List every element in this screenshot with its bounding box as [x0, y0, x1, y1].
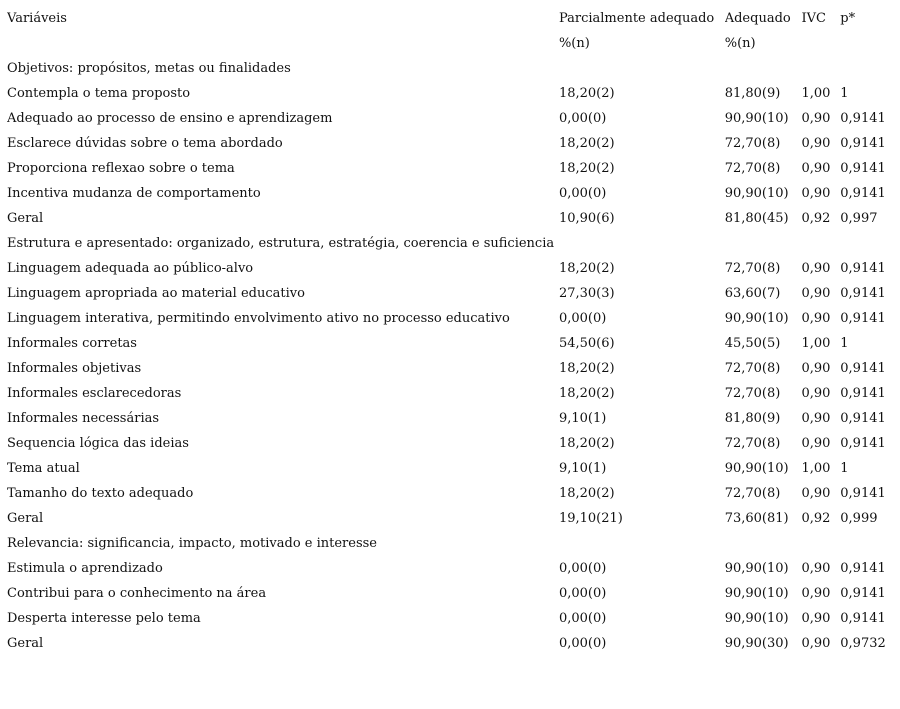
cell-ivc: 0,90 — [801, 286, 831, 301]
row-label: Contempla o tema proposto — [7, 86, 191, 101]
cell-ivc: 0,90 — [801, 386, 831, 401]
cell-ivc: 0,90 — [801, 436, 831, 451]
table-row — [7, 206, 900, 231]
table-row — [7, 156, 900, 181]
cell-adequado: 45,50(5) — [724, 336, 781, 351]
cell-adequado: 72,70(8) — [724, 486, 781, 501]
cell-adequado: 72,70(8) — [724, 161, 781, 176]
section-row — [7, 56, 900, 81]
row-label: Geral — [7, 636, 44, 651]
table-row — [7, 281, 900, 306]
cell-parcialmente-adequado: 0,00(0) — [558, 561, 607, 576]
table-row — [7, 431, 900, 456]
cell-parcialmente-adequado: 18,20(2) — [558, 136, 615, 151]
cell-parcialmente-adequado: 18,20(2) — [558, 86, 615, 101]
table-row — [7, 481, 900, 506]
cell-parcialmente-adequado: 0,00(0) — [558, 186, 607, 201]
cell-p: 1 — [840, 461, 849, 476]
cell-p: 0,9141 — [840, 411, 886, 426]
cell-adequado: 73,60(81) — [724, 511, 789, 526]
cell-ivc: 0,90 — [801, 311, 831, 326]
cell-parcialmente-adequado: 10,90(6) — [558, 211, 615, 226]
cell-adequado: 90,90(10) — [724, 111, 789, 126]
cell-p: 0,997 — [840, 211, 878, 226]
section-row — [7, 231, 900, 256]
cell-parcialmente-adequado: 54,50(6) — [558, 336, 615, 351]
table-row — [7, 456, 900, 481]
table-row — [7, 556, 900, 581]
section-row — [7, 531, 900, 556]
cell-adequado: 90,90(10) — [724, 461, 789, 476]
cell-adequado: 90,90(10) — [724, 561, 789, 576]
cell-parcialmente-adequado: 27,30(3) — [558, 286, 615, 301]
cell-adequado: 72,70(8) — [724, 261, 781, 276]
cell-p: 1 — [840, 336, 849, 351]
table-row — [7, 256, 900, 281]
header-row — [7, 6, 900, 31]
header-parcialmente-adequado: Parcialmente adequado — [558, 11, 715, 26]
cell-parcialmente-adequado: 18,20(2) — [558, 161, 615, 176]
cell-parcialmente-adequado: 18,20(2) — [558, 486, 615, 501]
cell-adequado: 72,70(8) — [724, 136, 781, 151]
cell-ivc: 0,90 — [801, 136, 831, 151]
cell-adequado: 81,80(45) — [724, 211, 789, 226]
cell-ivc: 0,90 — [801, 161, 831, 176]
header-parcial-unit: %(n) — [558, 36, 590, 51]
row-label: Incentiva mudanza de comportamento — [7, 186, 261, 201]
row-label: Tema atual — [7, 461, 80, 476]
cell-adequado: 72,70(8) — [724, 361, 781, 376]
cell-parcialmente-adequado: 0,00(0) — [558, 636, 607, 651]
header-unit-empty — [801, 31, 840, 56]
results-table — [7, 6, 900, 656]
table-row — [7, 81, 900, 106]
cell-parcialmente-adequado: 18,20(2) — [558, 386, 615, 401]
cell-p: 0,9141 — [840, 311, 886, 326]
cell-ivc: 0,90 — [801, 411, 831, 426]
cell-p: 0,9141 — [840, 361, 886, 376]
row-label: Linguagem apropriada ao material educativo — [7, 286, 305, 301]
row-label: Estimula o aprendizado — [7, 561, 163, 576]
row-label: Linguagem interativa, permitindo envolvimento ativo no processo educativo — [7, 311, 510, 326]
cell-ivc: 1,00 — [801, 461, 831, 476]
row-label: Informales corretas — [7, 336, 137, 351]
cell-p: 0,9141 — [840, 486, 886, 501]
table-row — [7, 381, 900, 406]
row-label: Sequencia lógica das ideias — [7, 436, 189, 451]
cell-p: 0,9141 — [840, 261, 886, 276]
table-row — [7, 356, 900, 381]
cell-adequado: 81,80(9) — [724, 86, 781, 101]
table-row — [7, 131, 900, 156]
cell-ivc: 0,90 — [801, 111, 831, 126]
header-adequado: Adequado — [724, 11, 791, 26]
table-row — [7, 331, 900, 356]
cell-p: 0,9141 — [840, 611, 886, 626]
row-label: Adequado ao processo de ensino e aprendizagem — [7, 111, 333, 126]
table-row — [7, 581, 900, 606]
header-adequado-unit: %(n) — [724, 36, 756, 51]
header-unit-empty — [840, 31, 900, 56]
row-label: Informales objetivas — [7, 361, 142, 376]
cell-p: 0,9141 — [840, 161, 886, 176]
header-ivc: IVC — [801, 11, 826, 26]
cell-ivc: 0,90 — [801, 636, 831, 651]
table-row — [7, 306, 900, 331]
cell-adequado: 72,70(8) — [724, 386, 781, 401]
table-row — [7, 506, 900, 531]
cell-ivc: 0,90 — [801, 361, 831, 376]
cell-parcialmente-adequado: 18,20(2) — [558, 261, 615, 276]
cell-adequado: 72,70(8) — [724, 436, 781, 451]
cell-p: 0,9141 — [840, 136, 886, 151]
cell-ivc: 0,90 — [801, 611, 831, 626]
cell-parcialmente-adequado: 0,00(0) — [558, 611, 607, 626]
cell-p: 0,9141 — [840, 436, 886, 451]
cell-adequado: 81,80(9) — [724, 411, 781, 426]
row-label: Proporciona reflexao sobre o tema — [7, 161, 235, 176]
row-label: Tamanho do texto adequado — [7, 486, 194, 501]
header-p: p* — [840, 11, 856, 26]
row-label: Geral — [7, 211, 44, 226]
header-unit-empty — [7, 31, 559, 56]
cell-parcialmente-adequado: 9,10(1) — [558, 411, 607, 426]
cell-ivc: 0,90 — [801, 186, 831, 201]
section-label: Relevancia: significancia, impacto, motivado e interesse — [7, 536, 377, 551]
cell-ivc: 0,90 — [801, 586, 831, 601]
row-label: Contribui para o conhecimento na área — [7, 586, 267, 601]
table-header — [7, 6, 900, 56]
cell-p: 0,9141 — [840, 561, 886, 576]
cell-p: 1 — [840, 86, 849, 101]
cell-parcialmente-adequado: 0,00(0) — [558, 111, 607, 126]
cell-p: 0,9141 — [840, 111, 886, 126]
table-body — [7, 56, 900, 656]
cell-parcialmente-adequado: 18,20(2) — [558, 436, 615, 451]
cell-parcialmente-adequado: 9,10(1) — [558, 461, 607, 476]
cell-adequado: 90,90(30) — [724, 636, 789, 651]
cell-ivc: 0,92 — [801, 211, 831, 226]
section-label: Estrutura e apresentado: organizado, estrutura, estratégia, coerencia e suficiencia — [7, 236, 555, 251]
cell-parcialmente-adequado: 18,20(2) — [558, 361, 615, 376]
row-label: Informales esclarecedoras — [7, 386, 182, 401]
cell-adequado: 90,90(10) — [724, 311, 789, 326]
section-label: Objetivos: propósitos, metas ou finalidades — [7, 61, 291, 76]
header-unit-row — [7, 31, 900, 56]
cell-p: 0,9141 — [840, 286, 886, 301]
cell-adequado: 90,90(10) — [724, 186, 789, 201]
row-label: Desperta interesse pelo tema — [7, 611, 201, 626]
cell-parcialmente-adequado: 19,10(21) — [558, 511, 623, 526]
cell-p: 0,999 — [840, 511, 878, 526]
cell-ivc: 0,92 — [801, 511, 831, 526]
cell-parcialmente-adequado: 0,00(0) — [558, 311, 607, 326]
cell-ivc: 0,90 — [801, 261, 831, 276]
table-row — [7, 106, 900, 131]
cell-ivc: 1,00 — [801, 86, 831, 101]
cell-p: 0,9141 — [840, 186, 886, 201]
row-label: Informales necessárias — [7, 411, 160, 426]
header-variaveis: Variáveis — [7, 11, 67, 26]
cell-ivc: 0,90 — [801, 561, 831, 576]
row-label: Esclarece dúvidas sobre o tema abordado — [7, 136, 283, 151]
cell-adequado: 90,90(10) — [724, 586, 789, 601]
table-row — [7, 406, 900, 431]
cell-adequado: 90,90(10) — [724, 611, 789, 626]
row-label: Geral — [7, 511, 44, 526]
table-row — [7, 631, 900, 656]
cell-adequado: 63,60(7) — [724, 286, 781, 301]
cell-ivc: 0,90 — [801, 486, 831, 501]
row-label: Linguagem adequada ao público-alvo — [7, 261, 254, 276]
cell-p: 0,9141 — [840, 386, 886, 401]
cell-p: 0,9141 — [840, 586, 886, 601]
table-row — [7, 606, 900, 631]
cell-parcialmente-adequado: 0,00(0) — [558, 586, 607, 601]
cell-p: 0,9732 — [840, 636, 886, 651]
table-row — [7, 181, 900, 206]
cell-ivc: 1,00 — [801, 336, 831, 351]
